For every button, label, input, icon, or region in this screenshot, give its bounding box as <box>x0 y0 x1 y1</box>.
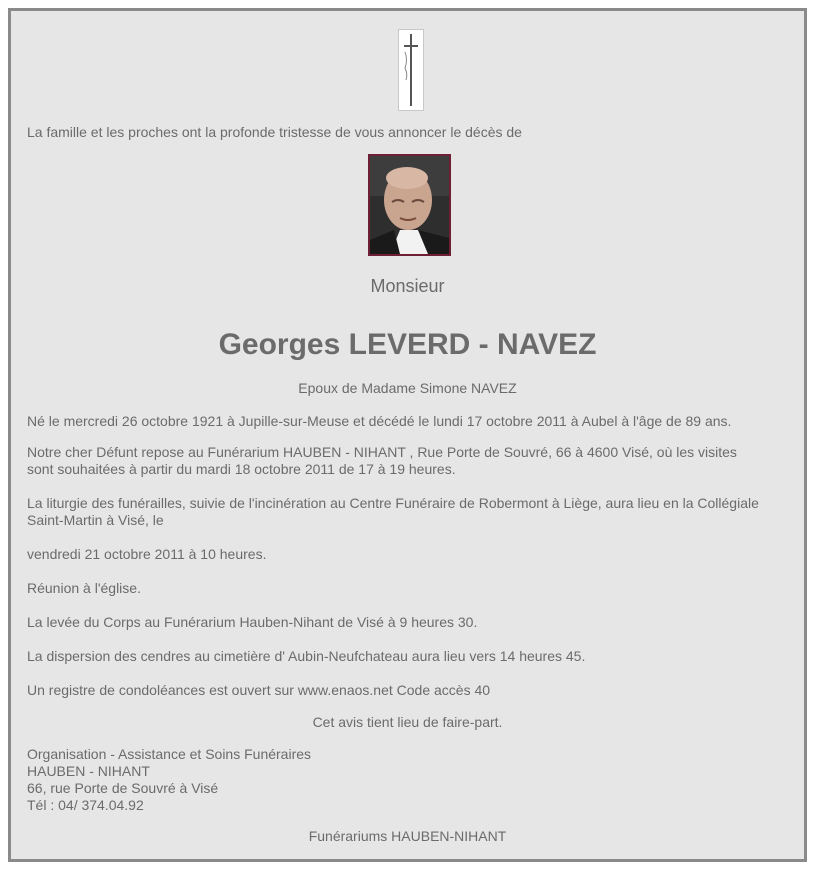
levee-text: La levée du Corps au Funérarium Hauben-Nihant de Visé à 9 heures 30. <box>27 614 478 630</box>
birth-death-text: Né le mercredi 26 octobre 1921 à Jupille-sur-Meuse et décédé le lundi 17 octobre 2011 à Aubel à l'âge de 89 ans. <box>27 413 732 429</box>
org-line-3: 66, rue Porte de Souvré à Visé <box>27 780 219 796</box>
register-text: Un registre de condoléances est ouvert sur www.enaos.net Code accès 40 <box>27 682 491 698</box>
org-line-1: Organisation - Assistance et Soins Funéraires <box>27 746 312 762</box>
spouse-line: Epoux de Madame Simone NAVEZ <box>298 380 517 396</box>
cross-icon <box>398 29 424 111</box>
service-date: vendredi 21 octobre 2011 à 10 heures. <box>27 546 267 562</box>
liturgy-text-line-2: Saint-Martin à Visé, le <box>27 512 164 528</box>
dispersion-text: La dispersion des cendres au cimetière d' Aubin-Neufchateau aura lieu vers 14 heures 45. <box>27 648 586 664</box>
meeting-text: Réunion à l'église. <box>27 580 141 596</box>
org-line-2: HAUBEN - NIHANT <box>27 763 150 779</box>
footer-text: Funérariums HAUBEN-NIHANT <box>308 828 507 844</box>
portrait-photo <box>368 154 451 256</box>
liturgy-text-line-1: La liturgie des funérailles, suivie de l'incinération au Centre Funéraire de Robermont à Liège, aura lieu en la Collégiale <box>27 495 759 511</box>
deceased-name: Georges LEVERD - NAVEZ <box>218 328 597 361</box>
obituary-card <box>8 8 807 862</box>
rest-text-line-1: Notre cher Défunt repose au Funérarium HAUBEN - NIHANT , Rue Porte de Souvré, 66 à 4600 Visé, où les visites <box>27 444 737 460</box>
civility-title: Monsieur <box>370 276 445 296</box>
org-phone: Tél : 04/ 374.04.92 <box>27 797 144 813</box>
rest-text-line-2: sont souhaitées à partir du mardi 18 octobre 2011 de 17 à 19 heures. <box>27 461 456 477</box>
intro-text: La famille et les proches ont la profonde tristesse de vous annoncer le décès de <box>27 124 522 140</box>
notice-text: Cet avis tient lieu de faire-part. <box>312 714 503 730</box>
